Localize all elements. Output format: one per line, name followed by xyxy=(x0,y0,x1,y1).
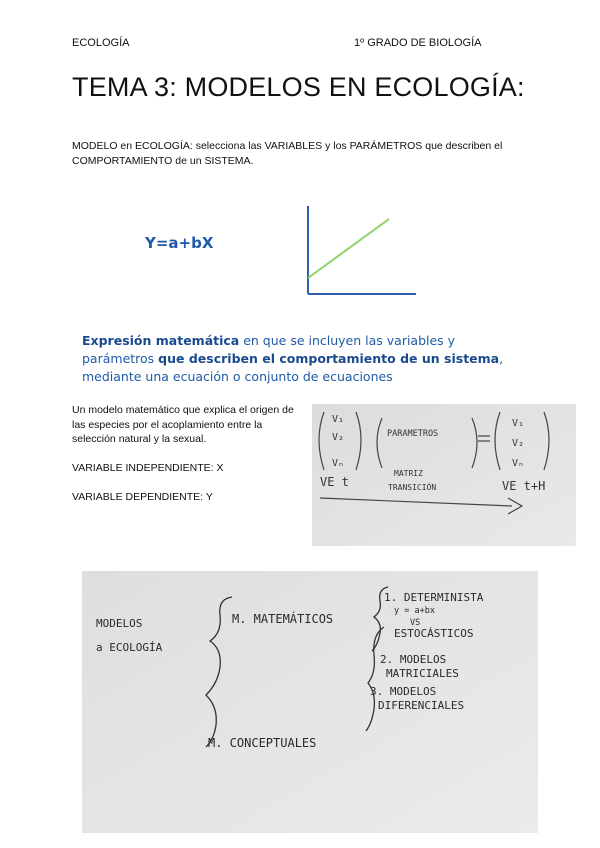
linear-graph xyxy=(300,200,425,300)
models-left-1: MODELOS xyxy=(96,617,143,630)
matrix-vn: Vₙ xyxy=(332,458,345,469)
matrix-v2b: V₂ xyxy=(512,438,525,449)
header-subject: ECOLOGÍA xyxy=(72,37,130,49)
matrix-v2: V₂ xyxy=(332,432,345,443)
independent-variable: VARIABLE INDEPENDIENTE: X xyxy=(72,462,224,474)
handwritten-matrix-photo xyxy=(312,404,576,546)
handwritten-models-photo xyxy=(82,571,538,833)
matrix-transition: TRANSICIÓN xyxy=(388,483,437,492)
matrix-v1b: V₁ xyxy=(512,418,525,429)
models-conceptual: M. CONCEPTUALES xyxy=(208,736,317,750)
dependent-variable: VARIABLE DEPENDIENTE: Y xyxy=(72,491,213,503)
models-item3a: 3. MODELOS xyxy=(370,685,437,698)
models-item1-sto: ESTOCÁSTICOS xyxy=(394,627,474,640)
models-mathematical: M. MATEMÁTICOS xyxy=(232,612,334,626)
model-description: Un modelo matemático que explica el origen de las especies por el acoplamiento entre la selección natural y la sexual. xyxy=(72,404,294,445)
expression-plain-2: , mediante una ecuación o conjunto de ecuaciones xyxy=(82,351,504,384)
models-item1-vs: VS xyxy=(410,618,421,628)
expression-bold-1: Expresión matemática xyxy=(82,333,240,348)
header-grade: 1º GRADO DE BIOLOGÍA xyxy=(354,37,482,49)
models-item1-eq: y = a+bx xyxy=(394,606,435,616)
matrix-ve-th: VE t+H xyxy=(502,479,546,493)
page-title: TEMA 3: MODELOS EN ECOLOGÍA: xyxy=(72,72,525,102)
matrix-label: MATRIZ xyxy=(394,469,423,478)
models-left-2: a ECOLOGÍA xyxy=(96,641,163,654)
matrix-vnb: Vₙ xyxy=(512,458,525,469)
matrix-ve-t: VE t xyxy=(320,475,349,489)
expression-plain-1: en que se incluyen las variables y parámetros xyxy=(82,333,456,366)
expression-bold-2: que describen el comportamiento de un sistema xyxy=(158,351,500,366)
graph-line xyxy=(308,219,389,278)
models-item2b: MATRICIALES xyxy=(386,667,459,680)
matrix-params: PARAMETROS xyxy=(387,429,439,439)
models-item3b: DIFERENCIALES xyxy=(378,699,465,712)
matrix-v1: V₁ xyxy=(332,414,345,425)
linear-equation: Y=a+bX xyxy=(145,234,214,252)
models-item2a: 2. MODELOS xyxy=(380,653,447,666)
definition-text: MODELO en ECOLOGÍA: selecciona las VARIABLES y los PARÁMETROS que describen el COMPORTAMIENTO de un SISTEMA. xyxy=(72,140,503,167)
expression-text xyxy=(82,332,522,386)
models-item1: 1. DETERMINISTA xyxy=(384,591,484,604)
